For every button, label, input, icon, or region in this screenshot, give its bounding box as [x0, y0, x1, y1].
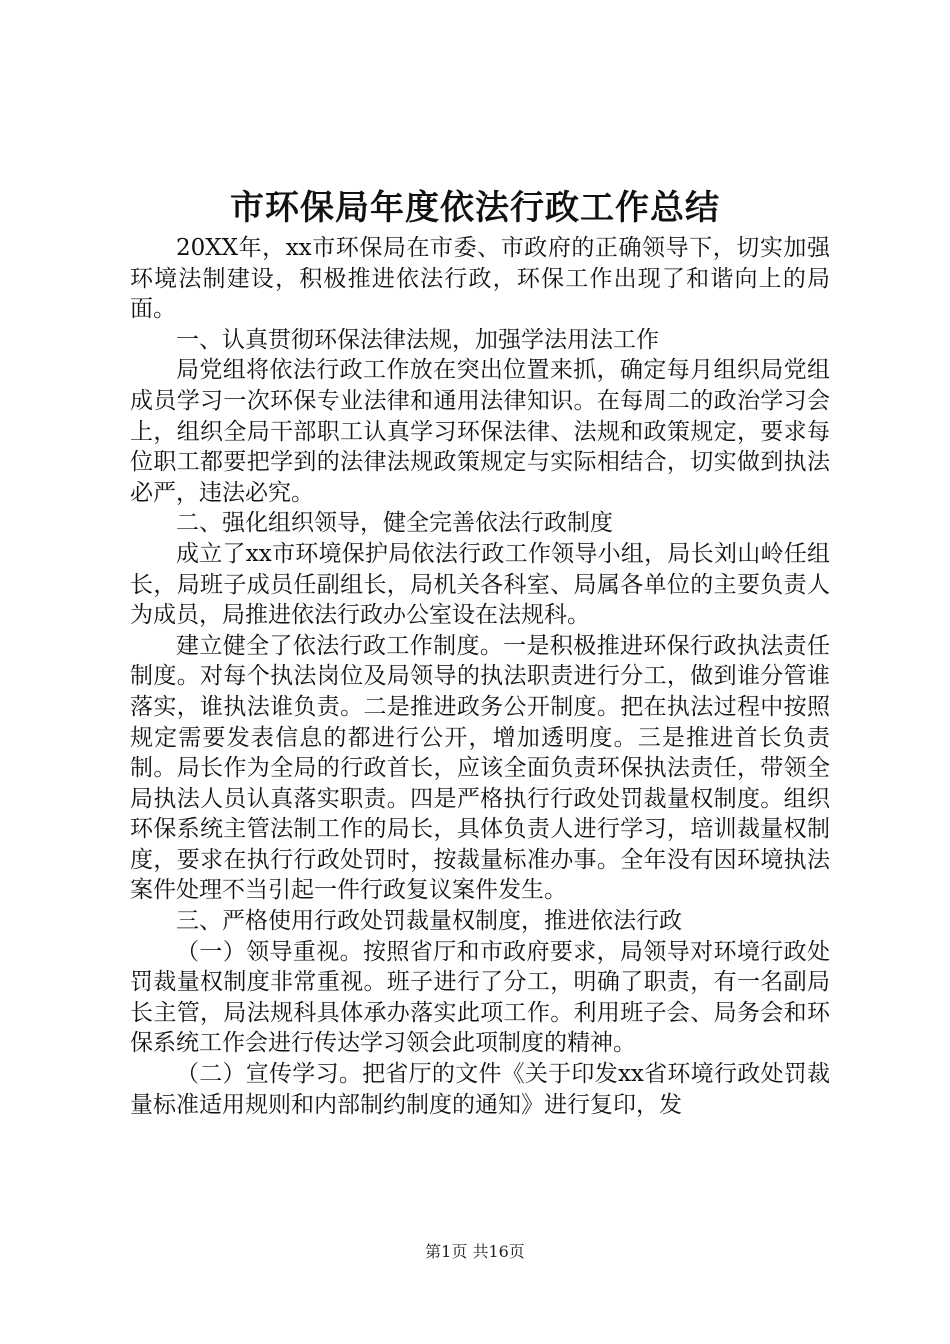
section-heading-3: 三、严格使用行政处罚裁量权制度，推进依法行政	[176, 908, 682, 935]
page-number-footer: 第1页 共16页	[425, 1242, 525, 1261]
section-2-paragraph-2: 建立健全了依法行政工作制度。一是积极推进环保行政执法责任制度。对每个执法岗位及局领导的执法职责进行分工，做到谁分管谁落实，谁执法谁负责。二是推进政务公开制度。把在执法过程中按照规定需要发表信息的都进行公开，增加透明度。三是推进首长负责制。局长作为全局的行政首长，应该全面负责环保执法责任，带领全局执法人员认真落实职责。四是严格执行行政处罚裁量权制度。组织环保系统主管法制工作的局长，具体负责人进行学习，培训裁量权制度，要求在执行行政处罚时，按裁量标准办事。全年没有因环境执法案件处理不当引起一件行政复议案件发生。	[130, 632, 830, 904]
intro-paragraph: 20XX年，xx市环保局在市委、市政府的正确领导下，切实加强环境法制建设，积极推进依法行政，环保工作出现了和谐向上的局面。	[130, 235, 830, 323]
section-3-paragraph-2: （二）宣传学习。把省厅的文件《关于印发xx省环境行政处罚裁量标准适用规则和内部制约制度的通知》进行复印，发	[130, 1061, 830, 1118]
section-1-paragraph: 局党组将依法行政工作放在突出位置来抓，确定每月组织局党组成员学习一次环保专业法律和通用法律知识。在每周二的政治学习会上，组织全局干部职工认真学习环保法律、法规和政策规定，要求每位职工都要把学到的法律法规政策规定与实际相结合，切实做到执法必严，违法必究。	[130, 357, 830, 506]
section-heading-1: 一、认真贯彻环保法律法规，加强学法用法工作	[176, 326, 659, 353]
section-heading-2: 二、强化组织领导，健全完善依法行政制度	[176, 510, 613, 537]
document-title: 市环保局年度依法行政工作总结	[230, 188, 720, 228]
section-2-paragraph-1: 成立了xx市环境保护局依法行政工作领导小组，局长刘山岭任组长，局班子成员任副组长，局机关各科室、局属各单位的主要负责人为成员，局推进依法行政办公室设在法规科。	[130, 540, 830, 629]
document-body	[130, 233, 830, 1120]
section-3-paragraph-1: （一）领导重视。按照省厅和市政府要求，局领导对环境行政处罚裁量权制度非常重视。班子进行了分工，明确了职责，有一名副局长主管，局法规科具体承办落实此项工作。利用班子会、局务会和环保系统工作会进行传达学习领会此项制度的精神。	[130, 938, 830, 1057]
